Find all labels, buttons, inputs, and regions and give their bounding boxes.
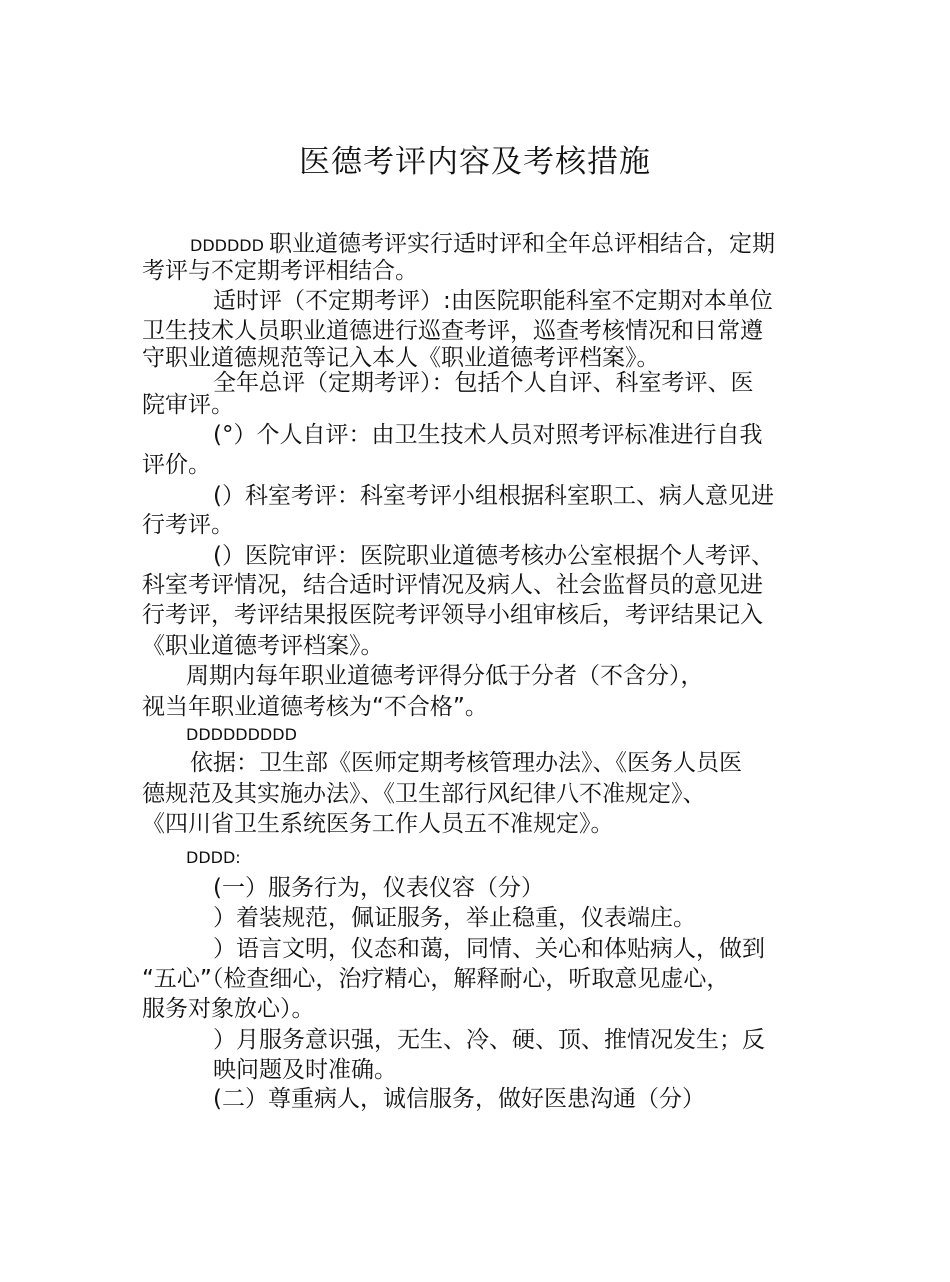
paragraph-line: 适时评（不定期考评）:由医院职能科室不定期对本单位 xyxy=(213,288,773,314)
list-item: ）月服务意识强，无生、冷、硬、顶、推情况发生；反 xyxy=(213,1027,765,1053)
section-heading: (一）服务行为，仪表仪容（分） xyxy=(213,875,544,901)
paragraph-line: 全年总评（定期考评）：包括个人自评、科室考评、医 xyxy=(213,370,754,396)
paragraph-line: 映问题及时准确。 xyxy=(213,1057,397,1083)
list-item: ）着装规范，佩证服务，举止稳重，仪表端庄。 xyxy=(213,905,696,931)
paragraph-line-text: 职业道德考评实行适时评和全年总评相结合，定期 xyxy=(269,231,776,257)
paragraph-line: 周期内每年职业道德考评得分低于分者（不含分）， xyxy=(186,663,704,689)
paragraph-line: “五心”（检查细心，治疗精心，解释耐心，听取意见虚心， xyxy=(142,966,730,992)
paragraph-line: 评价。 xyxy=(142,452,211,478)
paragraph-line: 德规范及其实施办法》、《卫生部行风纪律八不准规定》、 xyxy=(142,781,706,807)
paragraph-line: 卫生技术人员职业道德进行巡查考评，巡查考核情况和日常遵 xyxy=(142,318,763,344)
garbled-heading-text: DDDDDD xyxy=(190,236,270,255)
list-item: ）语言文明，仪态和蔼，同情、关心和体贴病人，做到 xyxy=(213,936,765,962)
section-heading: (二）尊重病人，诚信服务，做好医患沟通（分） xyxy=(213,1086,705,1112)
paragraph-line: (）医院审评：医院职业道德考核办公室根据个人考评、 xyxy=(213,543,774,569)
paragraph-line: 守职业道德规范等记入本人《职业道德考评档案》。 xyxy=(142,345,660,371)
garbled-heading: DDDD: xyxy=(186,848,241,867)
document-title: 医德考评内容及考核措施 xyxy=(299,144,651,180)
paragraph-line: 服务对象放心）。 xyxy=(142,996,315,1022)
paragraph-line: 行考评。 xyxy=(142,512,234,538)
paragraph-line: 院审评。 xyxy=(142,392,234,418)
garbled-heading: DDDDDDDDD xyxy=(186,725,297,744)
paragraph-line: 科室考评情况，结合适时评情况及病人、社会监督员的意见进 xyxy=(142,572,763,598)
paragraph-line: (°）个人自评：由卫生技术人员对照考评标准进行自我 xyxy=(213,422,763,448)
paragraph-line: 行考评，考评结果报医院考评领导小组审核后，考评结果记入 xyxy=(142,602,763,628)
paragraph-line: 视当年职业道德考核为“不合格”。 xyxy=(142,694,488,720)
paragraph-line: 《四川省卫生系统医务工作人员五不准规定》。 xyxy=(142,811,614,837)
paragraph-line: 依据：卫生部《医师定期考核管理办法》、《医务人员医 xyxy=(190,750,742,776)
paragraph-line: 《职业道德考评档案》。 xyxy=(142,633,384,659)
paragraph-line: 考评与不定期考评相结合。 xyxy=(142,258,418,284)
paragraph-line: (）科室考评：科室考评小组根据科室职工、病人意见进 xyxy=(213,483,774,509)
